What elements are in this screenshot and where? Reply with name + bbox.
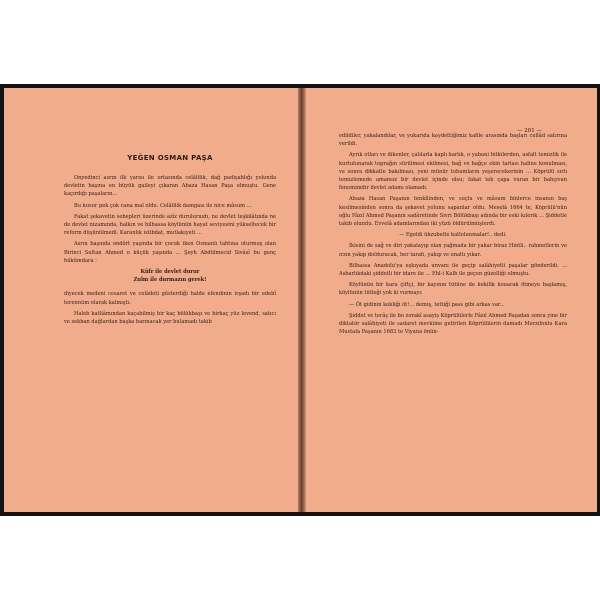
right-page-text (339, 132, 567, 339)
left-paragraph: Bu kusur pek çok cana mal oldu. Celâlilik damgası ile nice mâsum ... (74, 202, 252, 209)
right-paragraph: Abaza Hasan Paşanın tenkîlinden, ve suçlu ve mâsum binlerce insanın baş kesilmesinden sonra da şekavet yolunu sapanlar oldu. Meselâ 1664 te, Köprülü'nün oğlu Fâzıl Ahmed Paşanın sadâretinde Sivri Bölükbaşı adında bir eski kılerik ... Şiddetle takib olundu. Evvelâ adamlarından iki yüzü öldürülmüşlerdi. (339, 196, 567, 228)
open-book-scan (0, 84, 600, 516)
right-paragraph: Köylünün bir kara çiftçi, bir kayının tütüne de kekilik kouarak ötmeye başlamış, köylünün tütleği yok ki vurmayı: (339, 282, 567, 297)
left-page (4, 88, 299, 512)
right-paragraph: Ayrık otları ve dikenler, çalılarla kaplı karlık, o yabani bitkilerden, asfalt temizlik ile kurtulunarak toprağın sürülmesi ekilmesi, bağ ve bağçe ekin tarlası haline konulması, ve sonra dikkatle bakılması, yeni münür tohumların yeşerecekerinin ... Köprülü sırlı temizlemede amansız bir devlet içinde olsu; fakat tek çapa vuran bir bahçıvan fenomimdir devlet adamı olamadı. (339, 152, 567, 192)
right-page (305, 88, 597, 512)
page-number: — 201 — (517, 128, 542, 134)
right-paragraph: Bilhassa Anadolu'ya eşkıyada unvanı ile geçip salâhiyetli paşalar gönderildi. ... Asbarlıkdaki şiddetli bir idare ile ... Ehl-i Kalb ile geçen güzelliği olmuştu. (339, 262, 567, 278)
chapter-title: YEĞEN OSMAN PAŞA (127, 154, 213, 162)
quote-line-2: Zulm ile durmazın gerek! (133, 277, 207, 284)
left-paragraph: Haleb katliâmından kaçabilmiş bir kaç bölükbaşı ve birkaç yüz levend, satıcı ve sekban dağlardan başka barınacak yer bulamadı takib (64, 310, 276, 326)
right-paragraph: edildiler, yakalandılar, ve yukarıda kaydettiğimiz kafile arasında başları cellâd satırına verildi. (339, 133, 567, 148)
poem-quote (64, 268, 276, 284)
right-paragraph: İkisini de sağ ve diri yakalayıp olan yağmada bir yakar biraz Hintli.. rahmetlerin ve ırzın yakıp dolduracak, her tarafı, yakıp ve onaltı yıkar. (339, 243, 567, 258)
left-paragraph: Onyedinci asrın ilk yarısı ile ortasında celâlilik, dağ padişahlığı yolunda devletin başına en büyük gaileyi çıkaran Abaza Hasan Paşa olmuştu. Gene kaçırdığı paşaların... (64, 175, 276, 198)
right-paragraph-dialogue: — Öt gidinin kekliği öt!... demiş, tettiği pass gibi arkas var... (349, 301, 505, 308)
left-paragraph: Asrın başında ondört yaşında bir çocuk iken Osmanlı tahtına oturmuş olan Birinci Sultan Ahmed o küçük yaşında ... Şeyh Abdülmecid Sivâsî bu genç hükümdara : (64, 241, 276, 264)
left-paragraph: Fakat şekavetin sebepleri üzerinde azîz duruluruıdı, ne devlet teşkilâtında ne de devlet nizamında, halkın ve hilhassa köylünün hayat seviyesini yükseltecek bir reform düşünülmedi. Karanlık istibdat, mutlakıyeti ... (64, 213, 276, 237)
left-paragraph: diyecek medeni cesaret ve celâdeti gösterdiği halde efendinin irşadı bir edebî terennüm olarak kalmıştı. (64, 291, 276, 306)
left-page-text (64, 154, 276, 329)
right-paragraph: Şiddet ve terâş ile bu zorakî asayiş Köprülülerle Fâzıl Ahmed Paşadan sonra yine bir diktatör salâhiyeti ile sadaret mevkiine getirilen Köprülülerin damadı Merzifonlu Kara Mustafa Paşanın 1683 te Viyana önün- (339, 312, 567, 336)
quote-line-1: Küfr ile devlet durur (140, 269, 200, 276)
book-gutter (298, 88, 305, 512)
right-paragraph-dialogue: — Egeldi ükzubetle katlolunmalar!.. dedi. (399, 232, 507, 239)
